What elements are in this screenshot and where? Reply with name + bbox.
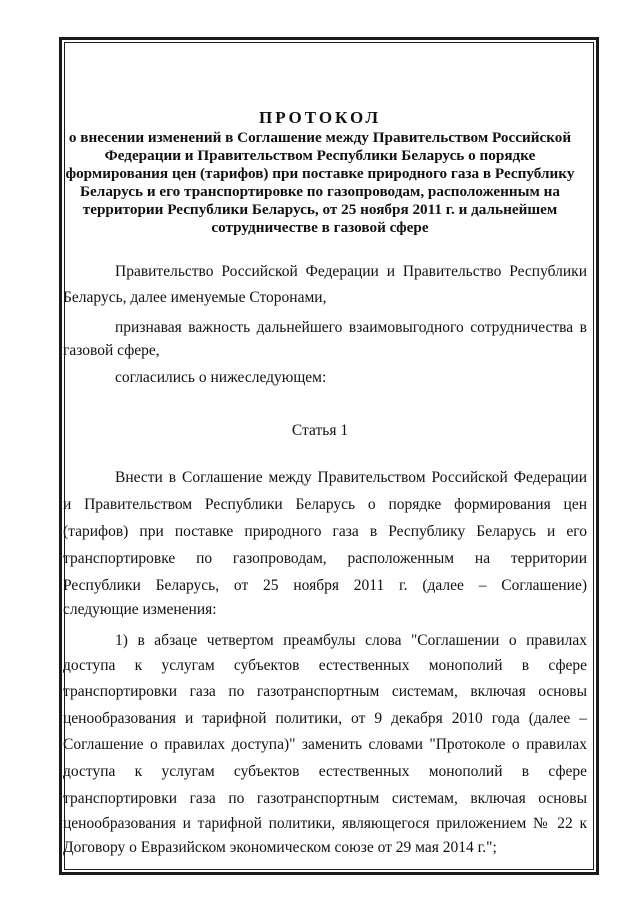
body-line: ценообразования и тарифной политики, являющегося приложением № 22 к: [63, 815, 587, 832]
body-line: доступа к услугам субъектов естественных монополий в сфере: [63, 763, 587, 780]
preamble-line: Правительство Российской Федерации и Правительство Республики: [115, 263, 587, 280]
body-line: доступа к услугам субъектов естественных монополий в сфере: [63, 657, 587, 674]
body-line: Договору о Евразийском экономическом союзе от 29 мая 2014 г.";: [63, 839, 497, 856]
preamble-line: согласились о нижеследующем:: [115, 369, 327, 386]
article-heading: Статья 1: [291, 422, 349, 439]
subtitle-line: сотрудничестве в газовой сфере: [211, 219, 429, 236]
subtitle-line: о внесении изменений в Соглашение между Правительством Российской: [68, 129, 572, 146]
body-line: Республики Беларусь, от 25 ноября 2011 г. (далее – Соглашение): [63, 577, 587, 594]
body-line: Соглашение о правилах доступа)" заменить словами "Протоколе о правилах: [63, 736, 587, 753]
body-line: (тарифов) при поставке природного газа в Республику Беларусь и его: [63, 523, 587, 540]
body-line: 1) в абзаце четвертом преамбулы слова "Соглашении о правилах: [115, 632, 587, 649]
body-line: транспортировке по газопроводам, расположенным на территории: [63, 550, 587, 567]
subtitle-line: Федерации и Правительством Республики Беларусь о порядке: [104, 147, 536, 164]
body-line: транспортировки газа по газотранспортным системам, включая основы: [63, 790, 587, 807]
document-title: ПРОТОКОЛ: [258, 108, 381, 127]
subtitle-line: формирования цен (тарифов) при поставке природного газа в Республику: [65, 165, 575, 182]
body-line: транспортировки газа по газотранспортным системам, включая основы: [63, 683, 587, 700]
body-line: Внести в Соглашение между Правительством Российской Федерации: [115, 469, 587, 486]
preamble-line: признавая важность дальнейшего взаимовыгодного сотрудничества в: [115, 319, 587, 336]
body-line: ценообразования и тарифной политики, от 9 декабря 2010 года (далее –: [63, 710, 587, 727]
subtitle-line: территории Республики Беларусь, от 25 ноября 2011 г. и дальнейшем: [82, 201, 558, 218]
subtitle-line: Беларусь и его транспортировке по газопроводам, расположенным на: [80, 183, 560, 200]
preamble-line: газовой сфере,: [63, 342, 160, 359]
body-line: следующие изменения:: [63, 601, 217, 618]
body-line: и Правительством Республики Беларусь о порядке формирования цен: [63, 496, 587, 513]
preamble-line: Беларусь, далее именуемые Сторонами,: [63, 289, 327, 306]
